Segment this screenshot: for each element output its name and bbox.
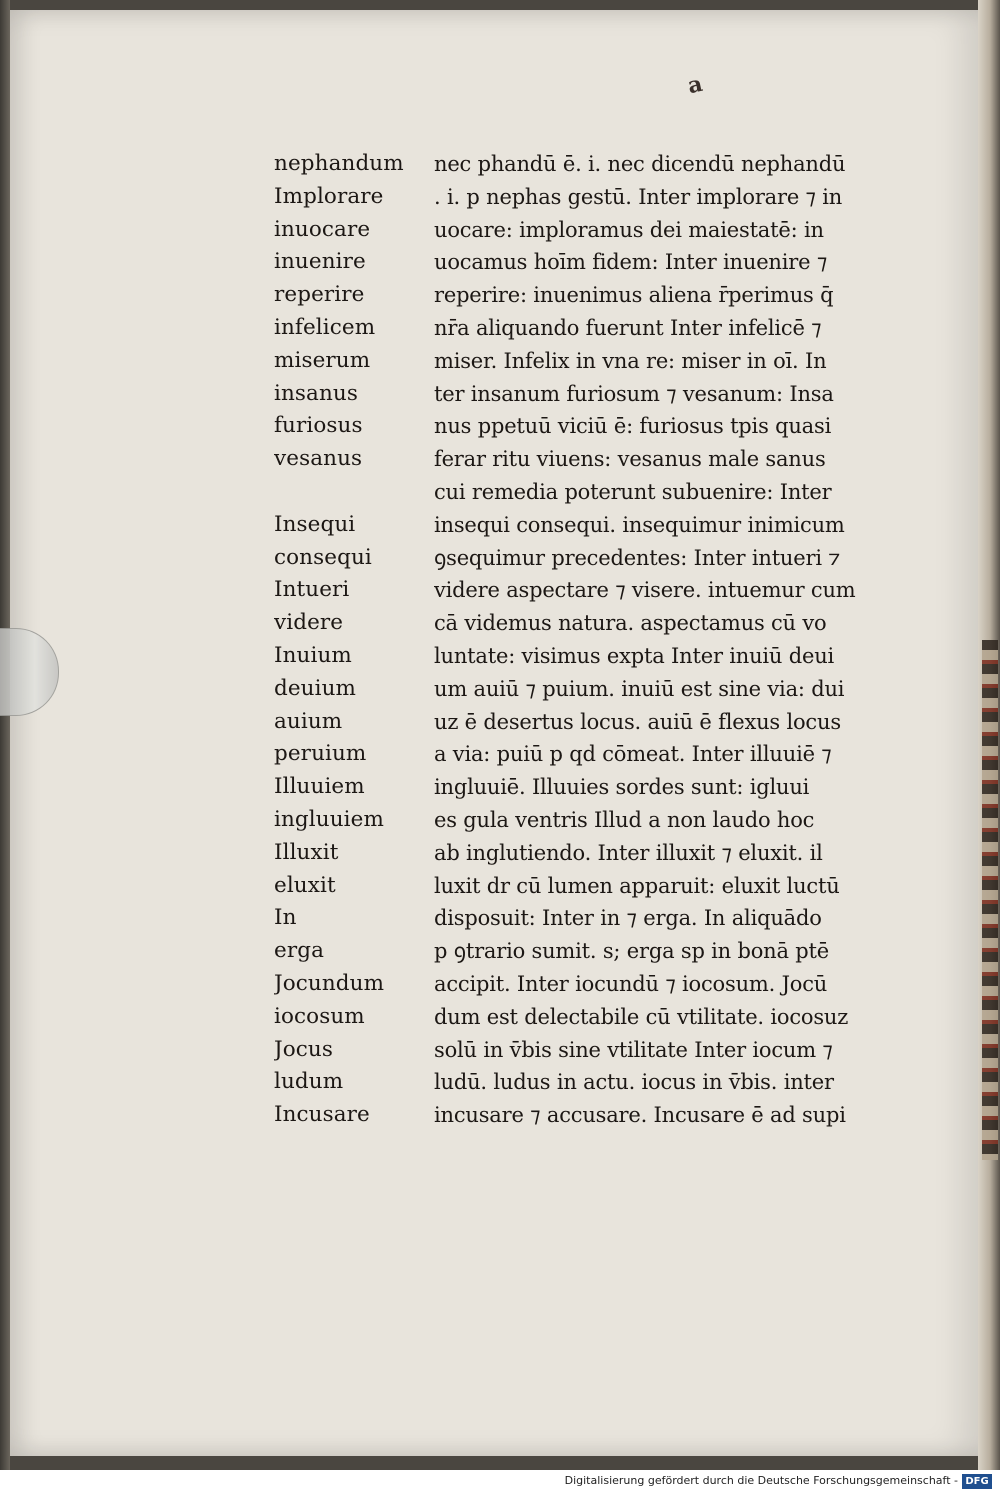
lemma-line: insanus: [274, 380, 359, 406]
gloss-line: uocamus hoīm fidem: Inter inuenire ⁊: [434, 250, 828, 275]
lemma-line: ingluuiem: [274, 806, 384, 832]
gloss-line: uz ē desertus locus. auiū ē flexus locus: [434, 709, 841, 734]
facing-page-ornament: [982, 640, 998, 1160]
lemma-line: Jocundum: [274, 970, 385, 996]
gloss-line: ꝯsequimur precedentes: Inter intueri ⁊: [434, 545, 841, 570]
lemma-line: ludum: [274, 1069, 344, 1095]
gloss-line: p ꝯtrario sumit. s; erga sp in bonā ptē: [434, 939, 829, 964]
gloss-line: dum est delectabile cū vtilitate. iocosuz: [434, 1004, 849, 1029]
dfg-logo: DFG: [962, 1474, 992, 1489]
lemma-line: inuenire: [274, 249, 366, 275]
lemma-line: infelicem: [274, 314, 376, 340]
dfg-credit-text: Digitalisierung gefördert durch die Deutsche Forschungsgemeinschaft -: [564, 1474, 958, 1487]
gloss-line: . i. p nephas gestū. Inter implorare ⁊ in: [434, 184, 843, 209]
signature-mark: a: [685, 70, 705, 100]
gloss-line: es gula ventris Illud a non laudo hoc: [434, 807, 815, 832]
lemma-line: vesanus: [274, 446, 363, 472]
lemma-line: Implorare: [274, 183, 384, 209]
gloss-line: ab inglutiendo. Inter illuxit ⁊ eluxit. il: [434, 840, 823, 865]
lemma-line: erga: [274, 938, 324, 964]
gloss-line: ferar ritu viuens: vesanus male sanus: [434, 447, 826, 472]
gloss-line: ingluuiē. Illuuies sordes sunt: igluui: [434, 775, 810, 800]
lemma-line: Illuuiem: [274, 774, 365, 800]
gloss-line: ludū. ludus in actu. iocus in v̄bis. inter: [434, 1070, 834, 1095]
lemma-line: miserum: [274, 347, 371, 373]
footer-bar: [0, 1470, 1000, 1494]
lemma-line: nephandum: [274, 151, 404, 176]
gloss-line: insequi consequi. insequimur inimicum: [434, 512, 845, 537]
lemma-line: eluxit: [274, 872, 336, 898]
gloss-line: incusare ⁊ accusare. Incusare ē ad supi: [434, 1103, 846, 1128]
gloss-line: reperire: inuenimus aliena r̄perimus q̄: [434, 283, 834, 308]
lemma-line: inuocare: [274, 216, 371, 242]
lemma-line: Illuxit: [274, 839, 339, 865]
gloss-line: nec phandū ē. i. nec dicendū nephandū: [434, 152, 846, 176]
lemma-line: consequi: [274, 544, 372, 570]
gloss-column: [434, 148, 924, 1132]
page-fore-edge: [978, 0, 1000, 1470]
binding-edge: [0, 0, 10, 1470]
lemma-line: In: [274, 905, 297, 931]
gloss-line: luxit dr cū lumen apparuit: eluxit luctū: [434, 873, 840, 898]
gloss-line: nus ppetuū viciū ē: furiosus tpis quasi: [434, 414, 832, 439]
lemma-line: Jocus: [274, 1036, 333, 1062]
lemma-line: Inuium: [274, 642, 352, 668]
gloss-line: cui remedia poterunt subuenire: Inter: [434, 479, 832, 504]
lemma-line: [274, 476, 424, 509]
lemma-line: auium: [274, 708, 343, 734]
gloss-line: a via: puiū p qd cōmeat. Inter illuuiē ⁊: [434, 742, 832, 767]
gloss-line: um auiū ⁊ puium. inuiū est sine via: dui: [434, 676, 845, 701]
gloss-line: uocare: imploramus dei maiestatē: in: [434, 217, 824, 242]
lemma-line: reperire: [274, 282, 365, 308]
lemma-line: iocosum: [274, 1003, 365, 1029]
lemma-line: Insequi: [274, 511, 356, 537]
lemma-line: furiosus: [274, 413, 363, 439]
book-page: [8, 10, 980, 1456]
lemma-line: videre: [274, 610, 344, 636]
lemma-line: Intueri: [274, 577, 350, 603]
gloss-line: nr̄a aliquando fuerunt Inter infelicē ⁊: [434, 315, 822, 340]
gloss-line: cā videmus natura. aspectamus cū vo: [434, 611, 827, 636]
lemma-line: peruium: [274, 741, 367, 767]
gloss-line: solū in v̄bis sine vtilitate Inter iocum ⁊: [434, 1037, 833, 1062]
gloss-line: miser. Infelix in vna re: miser in oī. In: [434, 348, 827, 373]
gloss-line: ter insanum furiosum ⁊ vesanum: Insa: [434, 381, 834, 406]
gloss-line: videre aspectare ⁊ visere. intuemur cum: [434, 578, 856, 603]
lemma-column: [274, 148, 424, 1132]
lemma-line: Incusare: [274, 1102, 370, 1128]
gloss-line: disposuit: Inter in ⁊ erga. In aliquādo: [434, 906, 822, 931]
gloss-line: accipit. Inter iocundū ⁊ iocosum. Jocū: [434, 971, 828, 996]
gloss-line: luntate: visimus expta Inter inuiū deui: [434, 643, 835, 668]
lemma-line: deuium: [274, 675, 357, 701]
